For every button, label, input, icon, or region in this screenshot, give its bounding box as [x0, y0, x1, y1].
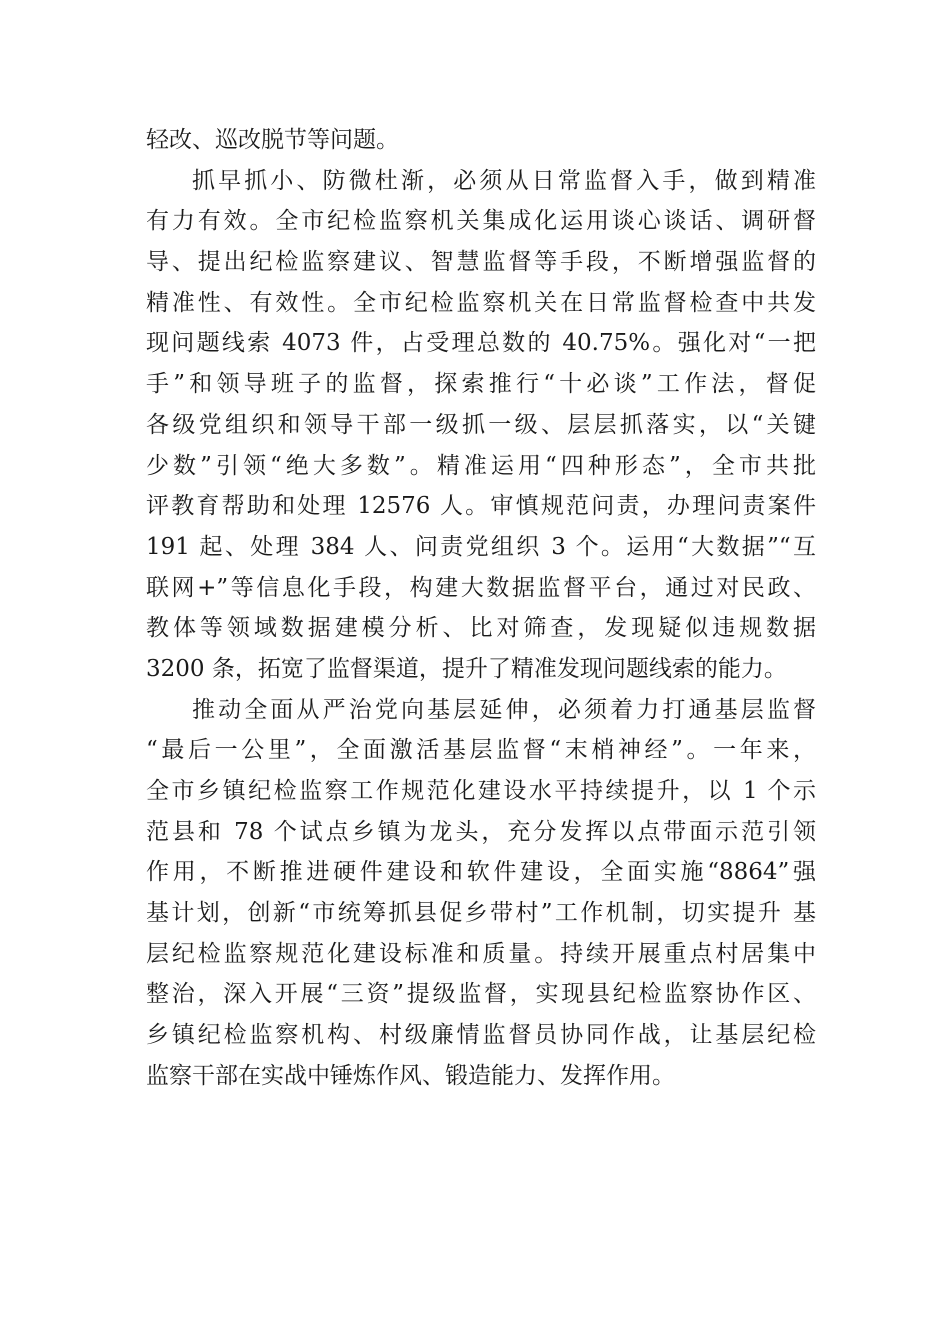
text-line: 教体等领域数据建模分析、比对筛查，发现疑似违规数据	[146, 615, 816, 642]
text-line: 少数”引领“绝大多数”。精准运用“四种形态”，全市共批	[146, 452, 816, 479]
text-line: 3200 条，拓宽了监督渠道，提升了精准发现问题线索的能力。	[146, 655, 787, 682]
text-line: 联网+”等信息化手段，构建大数据监督平台，通过对民政、	[146, 574, 816, 601]
text-line: 191 起、处理 384 人、问责党组织 3 个。运用“大数据”“互	[146, 533, 816, 560]
text-line: 各级党组织和领导干部一级抓一级、层层抓落实，以“关键	[146, 411, 816, 438]
text-line: 轻改、巡改脱节等问题。	[146, 127, 399, 153]
text-line: 作用，不断推进硬件建设和软件建设，全面实施“8864”强	[146, 859, 816, 886]
text-line: 精准性、有效性。全市纪检监察机关在日常监督检查中共发	[146, 289, 816, 316]
text-line: 有力有效。全市纪检监察机关集成化运用谈心谈话、调研督	[146, 208, 816, 235]
text-line: 整治，深入开展“三资”提级监督，实现县纪检监察协作区、	[146, 981, 816, 1008]
text-line: “最后一公里”，全面激活基层监督“末梢神经”。一年来，	[146, 737, 816, 764]
text-line: 手”和领导班子的监督，探索推行“十必谈”工作法，督促	[146, 371, 816, 398]
text-line: 乡镇纪检监察机构、村级廉情监督员协同作战，让基层纪检	[146, 1022, 816, 1049]
text-line: 基计划，创新“市统筹抓县促乡带村”工作机制，切实提升 基	[146, 900, 816, 927]
paragraph-first-line: 抓早抓小、防微杜渐，必须从日常监督入手，做到精准	[192, 167, 816, 194]
text-line: 全市乡镇纪检监察工作规范化建设水平持续提升，以 1 个示	[146, 778, 816, 804]
text-line: 层纪检监察规范化建设标准和质量。持续开展重点村居集中	[146, 940, 816, 967]
body-text	[146, 120, 816, 1097]
text-line: 范县和 78 个试点乡镇为龙头，充分发挥以点带面示范引领	[146, 818, 816, 845]
paragraph-first-line: 推动全面从严治党向基层延伸，必须着力打通基层监督	[192, 696, 816, 723]
text-line: 现问题线索 4073 件，占受理总数的 40.75%。强化对“一把	[146, 330, 816, 357]
text-line: 导、提出纪检监察建议、智慧监督等手段，不断增强监督的	[146, 249, 816, 276]
text-line: 评教育帮助和处理 12576 人。审慎规范问责，办理问责案件	[146, 493, 816, 520]
text-line: 监察干部在实战中锤炼作风、锻造能力、发挥作用。	[146, 1062, 675, 1089]
